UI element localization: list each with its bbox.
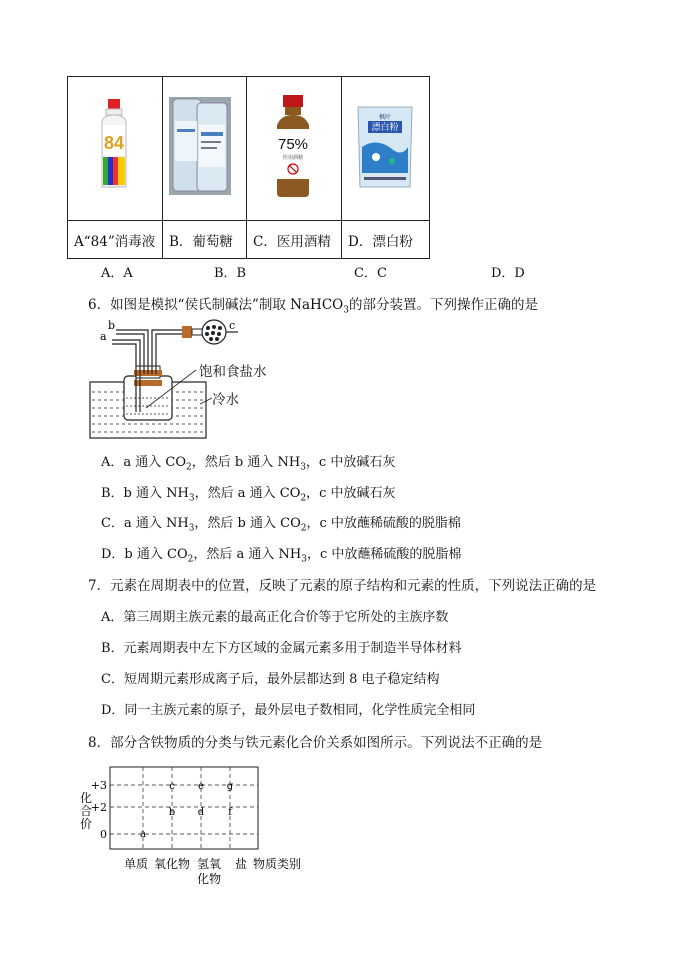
option-c-label: C．医用酒精 <box>247 221 342 259</box>
diagram-label-a: a <box>100 330 107 343</box>
ytick-plus2: +2 <box>90 801 107 814</box>
q7-option-b[interactable]: B．元素周期表中左下方区域的金属元素多用于制造半导体材料 <box>101 641 462 656</box>
ylabel-1: 化 <box>80 791 93 805</box>
alcohol-cell <box>247 77 342 221</box>
q6-option-b[interactable]: B．b 通入 $NH_3$，然后 a 通入 $CO_2$，c 中放碱石灰 <box>101 486 396 504</box>
option-a-label: A“84”消毒液 <box>68 221 163 259</box>
bottle-84-number: 84 <box>103 133 125 153</box>
q6-apparatus-diagram <box>86 318 266 442</box>
q7-option-a[interactable]: A．第三周期主族元素的最高正化合价等于它所处的主族序数 <box>101 610 449 625</box>
xlabel-oxide: 氧化物 <box>153 857 191 871</box>
ylabel-2: 合 <box>80 804 93 818</box>
xlabel-salt: 盐 <box>234 857 248 871</box>
diagram-label-b: b <box>108 319 116 332</box>
disinfectant-bottle-icon <box>68 77 162 216</box>
q5-answer-d[interactable]: D．D <box>491 266 525 281</box>
bleach-cell <box>342 77 430 221</box>
point-d: d <box>197 807 205 818</box>
ylabel-3: 价 <box>80 817 93 831</box>
option-d-label: D．漂白粉 <box>342 221 430 259</box>
q8-iron-valence-chart <box>74 762 304 892</box>
q6-option-a[interactable]: A．a 通入 $CO_2$，然后 b 通入 $NH_3$，c 中放碱石灰 <box>101 455 396 473</box>
q5-image-table <box>67 76 430 259</box>
xlabel-hydroxide-2: 化物 <box>196 872 222 886</box>
q6-option-c[interactable]: C．a 通入 $NH_3$，然后 b 通入 $CO_2$，c 中放蘸稀硫酸的脱脂棉 <box>101 516 461 534</box>
bleach-name: 漂白粉 <box>371 123 399 133</box>
option-b-label: B．葡萄糖 <box>163 221 247 259</box>
glucose-cell <box>163 77 247 221</box>
glucose-bottles-icon <box>163 77 246 216</box>
point-e: e <box>198 781 204 792</box>
ytick-0: 0 <box>100 828 107 841</box>
diagram-label-c: c <box>229 319 236 332</box>
bottle-84-cell <box>68 77 163 221</box>
q5-answer-a[interactable]: A．A <box>101 266 133 281</box>
bleach-brand: 枫叶 <box>378 114 392 121</box>
q6-option-d[interactable]: D．b 通入 $CO_2$，然后 a 通入 $NH_3$，c 中放蘸稀硫酸的脱脂棉 <box>101 547 462 565</box>
point-f: f <box>228 807 232 818</box>
bleach-bag-icon <box>342 77 429 216</box>
q6-stem: 6．如图是模拟“侯氏制碱法”制取 NaHCO$_3$的部分装置。下列操作正确的是 <box>88 297 538 316</box>
q8-stem: 8．部分含铁物质的分类与铁元素化合价关系如图所示。下列说法不正确的是 <box>88 735 543 751</box>
diagram-label-saltwater: 饱和食盐水 <box>199 364 267 380</box>
alcohol-percent: 75% <box>277 136 309 153</box>
q7-option-d[interactable]: D．同一主族元素的原子，最外层电子数相同，化学性质完全相同 <box>101 703 476 718</box>
xlabel-category: 物质类别 <box>252 857 302 871</box>
point-b: b <box>168 807 176 818</box>
diagram-label-coldwater: 冷水 <box>212 392 239 408</box>
point-c: c <box>169 781 175 792</box>
alcohol-bottle-icon <box>247 77 341 216</box>
q5-answer-c[interactable]: C．C <box>354 266 387 281</box>
alcohol-label: 医用酒精 <box>282 155 304 161</box>
q5-answer-b[interactable]: B．B <box>214 266 247 281</box>
q7-option-c[interactable]: C．短周期元素形成离子后，最外层都达到 8 电子稳定结构 <box>101 672 440 687</box>
point-a: a <box>140 829 146 840</box>
ytick-plus3: +3 <box>90 779 107 792</box>
q7-stem: 7．元素在周期表中的位置，反映了元素的原子结构和元素的性质，下列说法正确的是 <box>88 578 597 594</box>
point-g: g <box>226 781 234 792</box>
xlabel-hydroxide: 氢氧 <box>196 857 222 871</box>
xlabel-element: 单质 <box>123 857 149 871</box>
